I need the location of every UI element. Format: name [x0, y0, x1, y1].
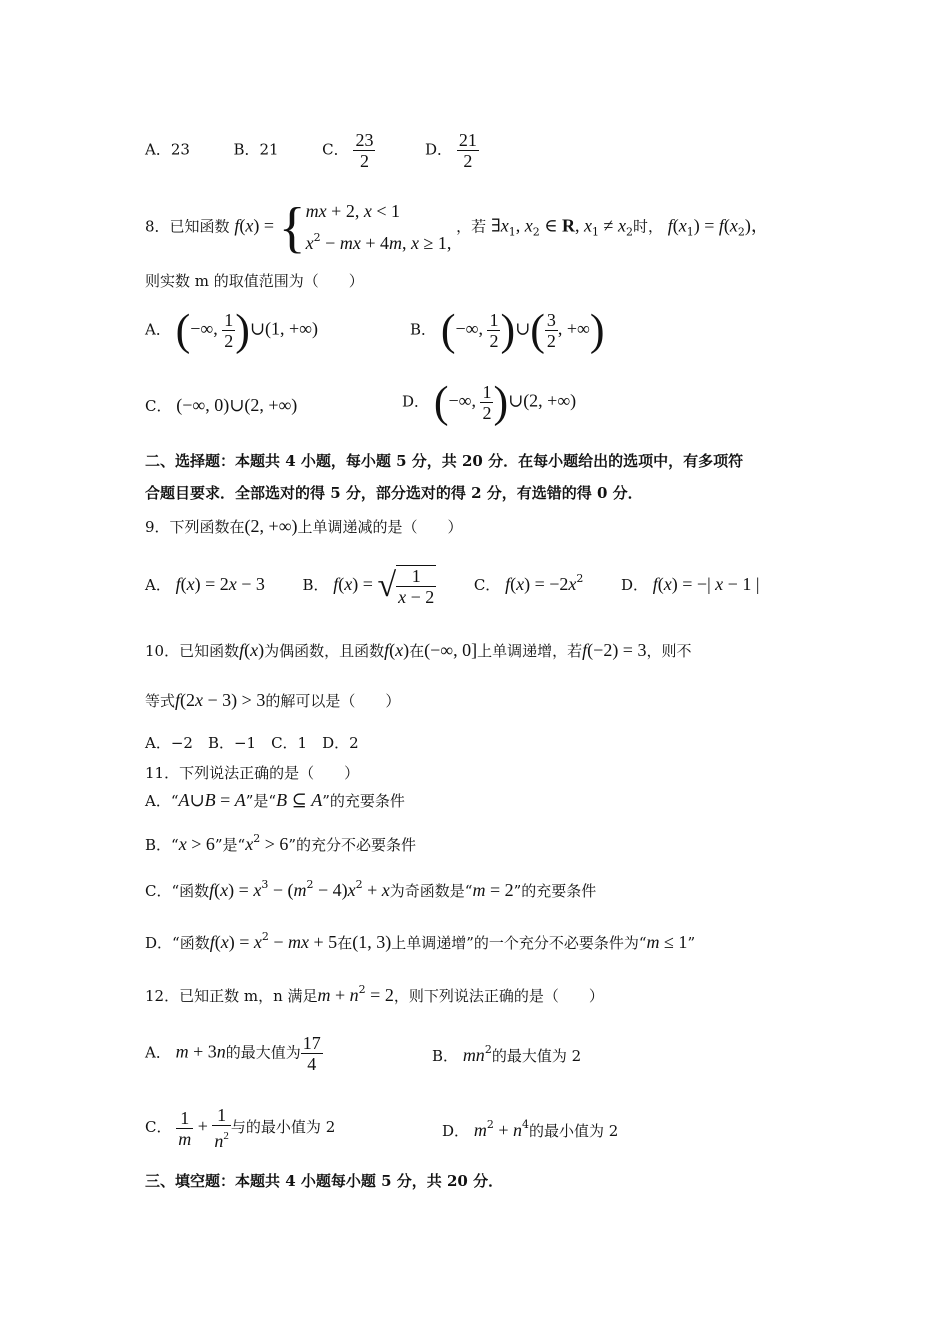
q8-option-d: D． (−∞, $\frac{1}{2}$ )∪(2, +∞): [402, 377, 577, 427]
q12-option-c: C． $\frac{1}{m}$ + $\frac{1}{n^2}$ 与的最小值为 2: [145, 1105, 336, 1151]
q7-option-c: C．: [322, 140, 349, 159]
q11-option-d: D．“函数$f(x) = x^2$ − mx + 5在(1, 3)上单调递增”的一个充分不必要条件为“m ≤ 1”: [145, 930, 696, 952]
q11-option-b: B．“x > 6”是“$x^2 > 6$”的充分不必要条件: [145, 832, 417, 854]
q10-line1: 10．已知函数f(x)为偶函数，且函数f(x)在(−∞, 0]上单调递增，若f(−2) = 3，则不: [145, 640, 692, 660]
q8-stem: 8．已知函数 f(x) = {mx + 2, x < 1 $x^2$ − mx + 4m, x ≥ 1, ，若 $\exists x_1$, $x_2$ ∈ R, $x_1 \ne x_2$时， $f(x_1) = f(x_2)$，: [145, 196, 769, 259]
q12-stem: 12．已知正数 m，n 满足$m + n^2 = 2$，则下列说法正确的是（ ）: [145, 983, 604, 1005]
section2-line2: 合题目要求．全部选对的得 5 分，部分选对的得 2 分，有选错的得 0 分．: [145, 484, 643, 502]
q8-option-b: B． (−∞, $\frac{1}{2}$ )∪( $\frac{3}{2}$ , +∞): [410, 305, 605, 355]
q8-option-a: A． (−∞, $\frac{1}{2}$ )∪(1, +∞): [145, 305, 318, 355]
q8-line2: 则实数 m 的取值范围为（ ）: [145, 272, 364, 290]
q10-line2: 等式f(2x − 3) > 3的解可以是（ ）: [145, 690, 401, 710]
q12-option-d: D． $m^2 + n^4$的最小值为 2: [442, 1118, 619, 1140]
q7-options: [145, 130, 479, 171]
section2-line1: 二、选择题：本题共 4 小题，每小题 5 分，共 20 分．在每小题给出的选项中，有多项符: [145, 452, 744, 470]
q12-option-b: B． $mn^2$的最大值为 2: [432, 1043, 582, 1065]
q11-option-a: A．“A∪B = A”是“B ⊆ A”的充要条件: [145, 790, 405, 810]
q7-option-b: B．21: [233, 140, 279, 159]
q11-option-c: C．“函数$f(x) = x^3 - (m^2 - 4)x^2 + x$为奇函数是“m = 2”的充要条件: [145, 878, 597, 900]
section3-heading: 三、填空题：本题共 4 小题每小题 5 分，共 20 分．: [145, 1172, 504, 1190]
q7-option-a: A．23: [145, 140, 190, 159]
q7-d-fraction: $\frac{21}{2}$: [458, 130, 477, 171]
q7-c-fraction: $\frac{23}{2}$: [355, 130, 374, 171]
q9-options: A． f(x) = 2x − 3 B． f(x) = √ $\frac{1}{x - 2}$ C． $f(x) = -2x^2$ D． f(x) = −| x − 1 |: [145, 566, 760, 607]
q9-stem: 9．下列函数在(2, +∞)上单调递减的是（ ）: [145, 516, 463, 536]
q12-option-a: A． m + 3n的最大值为 $\frac{17}{4}$: [145, 1033, 321, 1074]
q10-options: A．−2 B．−1 C．1 D．2: [145, 734, 359, 752]
q11-stem: 11．下列说法正确的是（ ）: [145, 764, 360, 782]
q8-option-c: C． (−∞, 0)∪(2, +∞): [145, 395, 298, 415]
q7-option-d: D．: [425, 140, 453, 159]
